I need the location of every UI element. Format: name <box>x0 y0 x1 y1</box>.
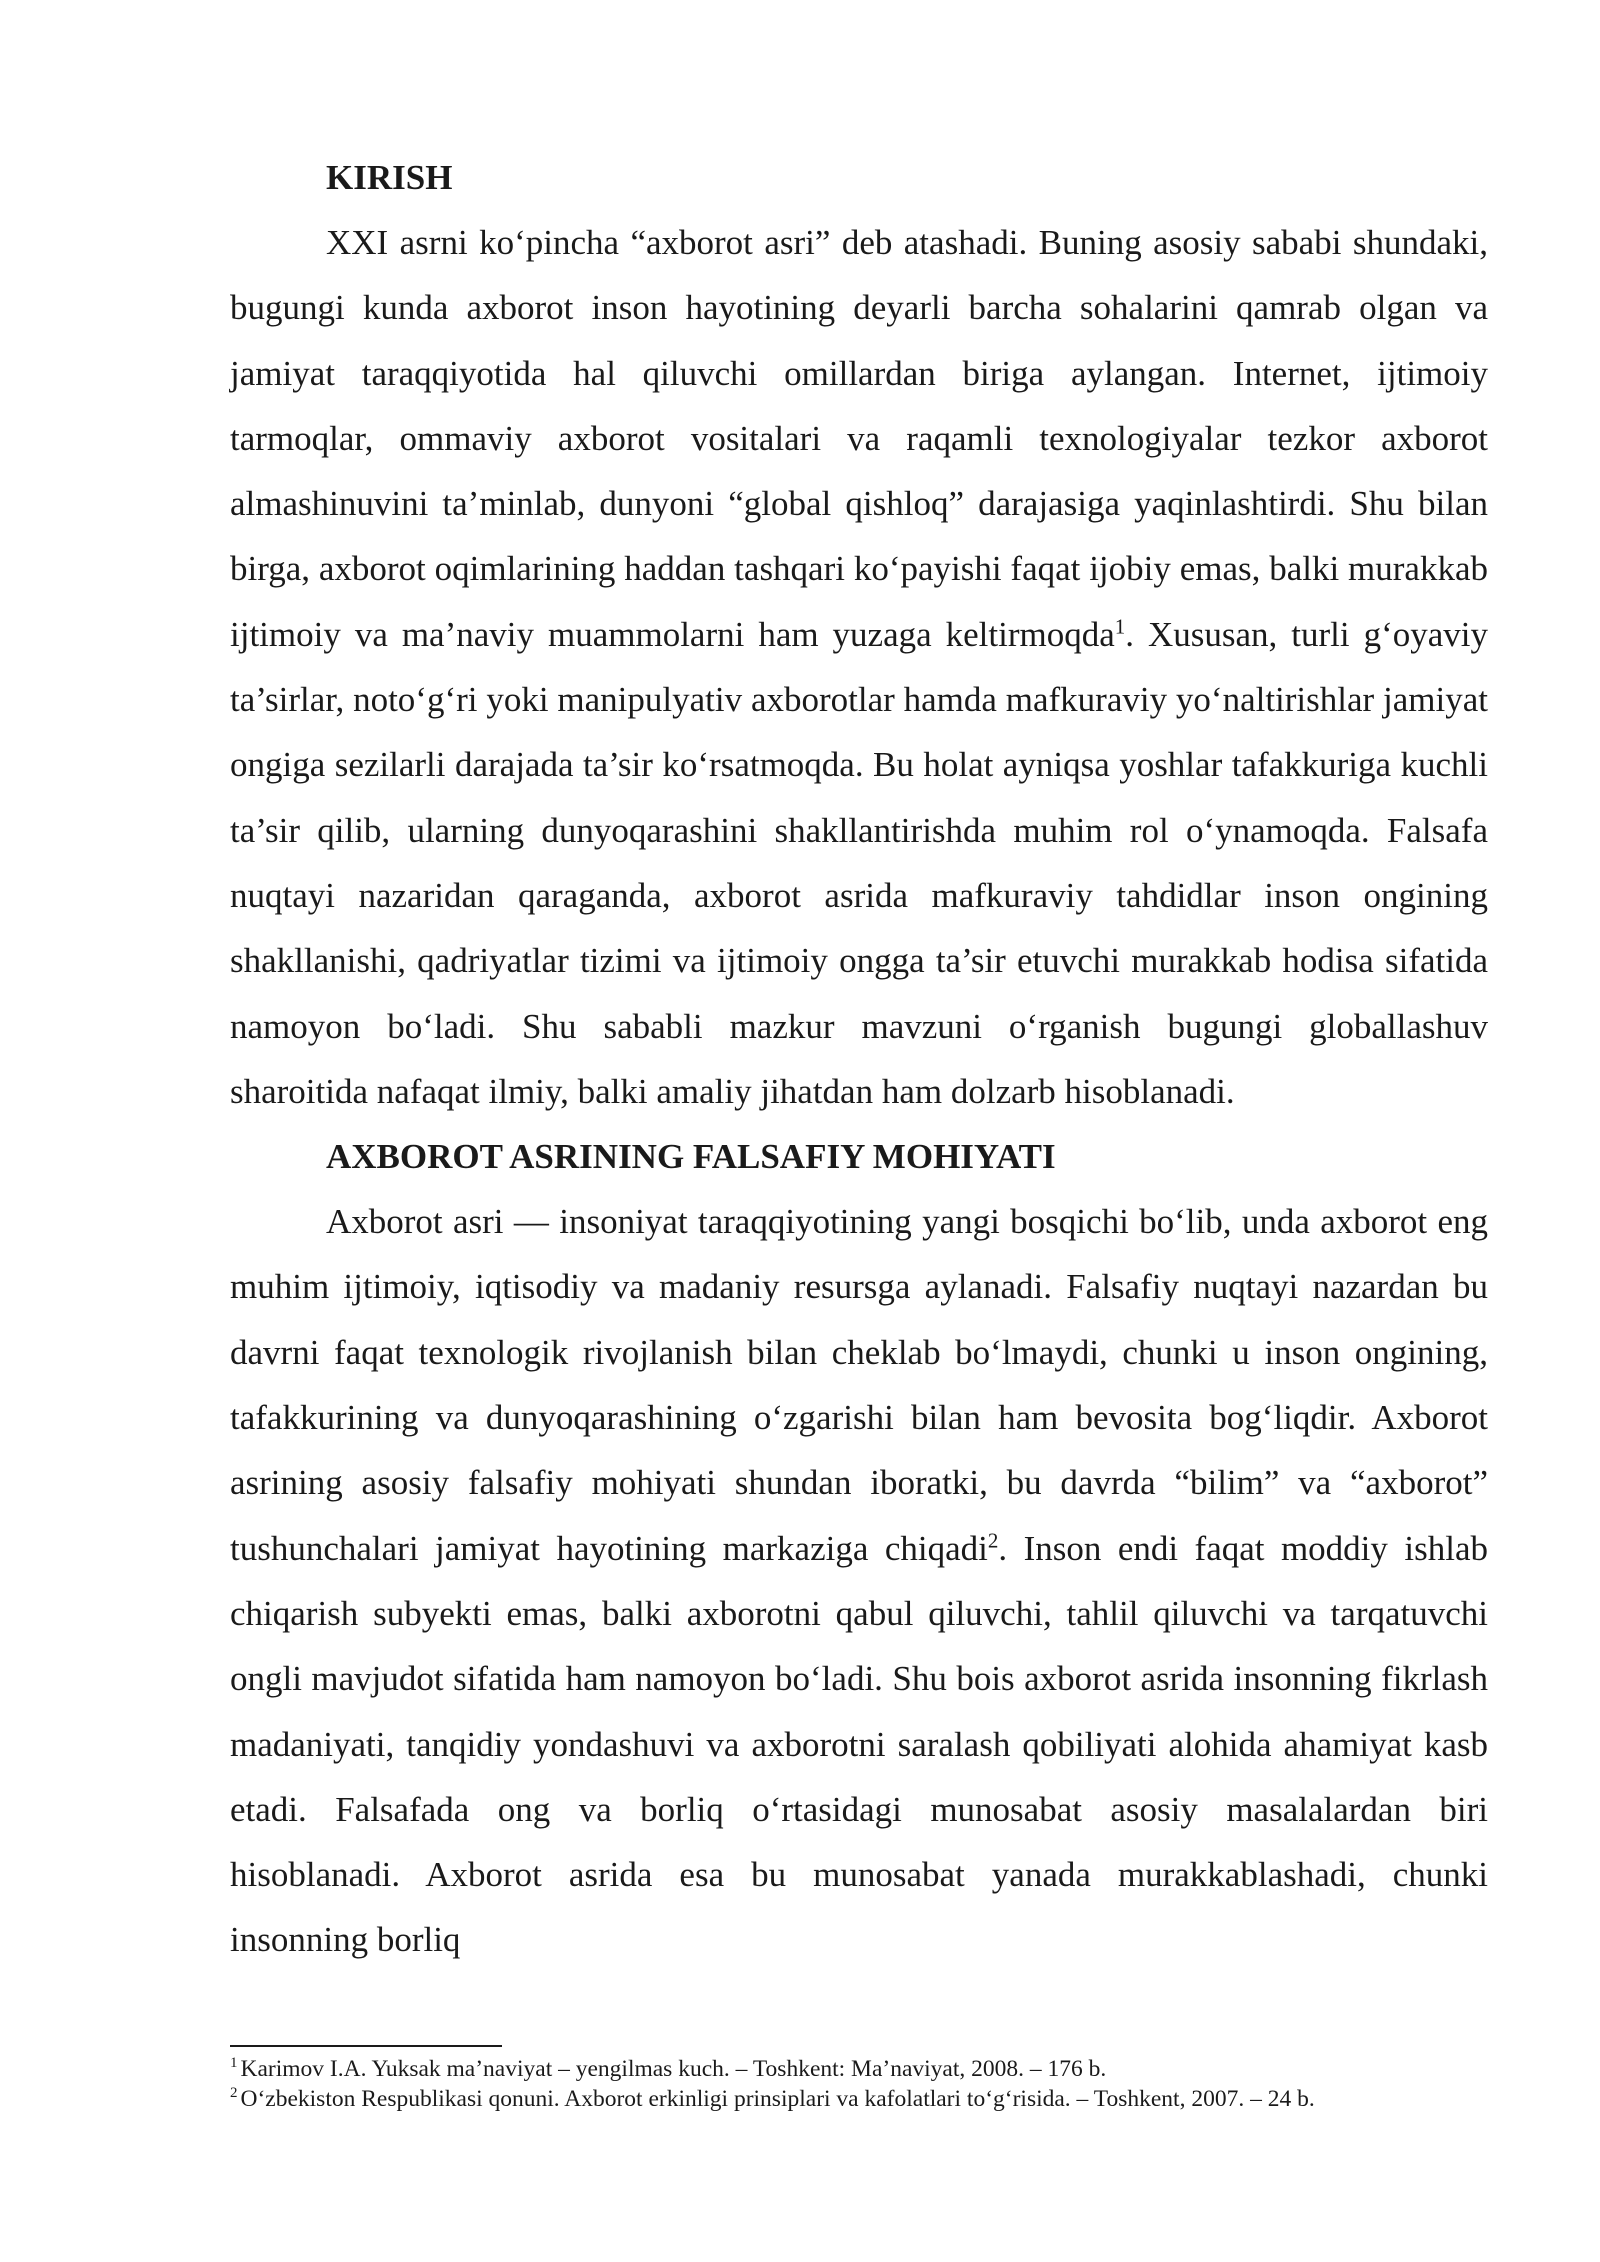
section-heading-falsafiy-mohiyat: AXBOROT ASRINING FALSAFIY MOHIYATI <box>326 1137 1056 1177</box>
paragraph-kirish <box>230 210 1488 1124</box>
paragraph-text: . Inson endi faqat moddiy ishlab chiqarish subyekti emas, balki axborotni qabul qiluvchi, tahlil qiluvchi va tarqatuvchi ongli mavjudot sifatida ham namoyon bo‘ladi. Shu bois axborot asrida insonning fikrlash madaniyati, tanqidiy yondashuvi va axborotni saralash qobiliyati alohida ahamiyat kasb etadi. Falsafada ong va borliq o‘rtasidagi munosabat asosiy masalalardan biri hisoblanadi. Axborot asrida esa bu munosabat yanada murakkablashadi, chunki insonning borliq <box>230 1528 1488 1960</box>
paragraph-text: . Xususan, turli g‘oyaviy ta’sirlar, noto‘g‘ri yoki manipulyativ axborotlar hamda mafkuraviy yo‘naltirishlar jamiyat ongiga sezilarli darajada ta’sir ko‘rsatmoqda. Bu holat ayniqsa yoshlar tafakkuriga kuchli ta’sir qilib, ularning dunyoqarashini shakllantirishda muhim rol o‘ynamoqda. Falsafa nuqtayi nazaridan qaraganda, axborot asrida mafkuraviy tahdidlar inson ongining shakllanishi, qadriyatlar tizimi va ijtimoiy ongga ta’sir etuvchi murakkab hodisa sifatida namoyon bo‘ladi. Shu sababli mazkur mavzuni o‘rganish bugungi globallashuv sharoitida nafaqat ilmiy, balki amaliy jihatdan ham dolzarb hisoblanadi. <box>230 614 1488 1111</box>
footnote-number: 1 <box>230 2055 238 2072</box>
footnote-1 <box>230 2054 1488 2084</box>
footnote-separator <box>230 2045 502 2047</box>
paragraph-text: Axborot asri — insoniyat taraqqiyotining yangi bosqichi bo‘lib, unda axborot eng muhim ijtimoiy, iqtisodiy va madaniy resursga aylanadi. Falsafiy nuqtayi nazardan bu davrni faqat texnologik rivojlanish bilan cheklab bo‘lmaydi, chunki u inson ongining, tafakkurining va dunyoqarashining o‘zgarishi bilan ham bevosita bog‘liqdir. Axborot asrining asosiy falsafiy mohiyati shundan iboratki, bu davrda “bilim” va “axborot” tushunchalari jamiyat hayotining markaziga chiqadi <box>230 1202 1488 1568</box>
footnote-reference-1[interactable]: 1 <box>1114 614 1126 639</box>
paragraph-text: XXI asrni ko‘pincha “axborot asri” deb atashadi. Buning asosiy sababi shundaki, bugungi kunda axborot inson hayotining deyarli barcha sohalarini qamrab olgan va jamiyat taraqqiyotida hal qiluvchi omillardan biriga aylangan. Internet, ijtimoiy tarmoqlar, ommaviy axborot vositalari va raqamli texnologiyalar tezkor axborot almashinuvini ta’minlab, dunyoni “global qishloq” darajasiga yaqinlashtirdi. Shu bilan birga, axborot oqimlarining haddan tashqari ko‘payishi faqat ijobiy emas, balki murakkab ijtimoiy va ma’naviy muammolarni ham yuzaga keltirmoqda <box>230 223 1488 654</box>
footnote-2 <box>230 2084 1488 2114</box>
footnote-text: O‘zbekiston Respublikasi qonuni. Axborot erkinligi prinsiplari va kafolatlari to‘g‘risida. – Toshkent, 2007. – 24 b. <box>240 2086 1315 2112</box>
document-page <box>230 145 1488 1973</box>
footnote-text: Karimov I.A. Yuksak ma’naviyat – yengilmas kuch. – Toshkent: Ma’naviyat, 2008. – 176 b. <box>240 2056 1107 2082</box>
paragraph-falsafiy-mohiyat <box>230 1189 1488 1973</box>
footnote-number: 2 <box>230 2085 238 2102</box>
footnote-reference-2[interactable]: 2 <box>987 1527 999 1552</box>
footnotes <box>230 2054 1488 2114</box>
section-heading-kirish: KIRISH <box>326 158 453 197</box>
